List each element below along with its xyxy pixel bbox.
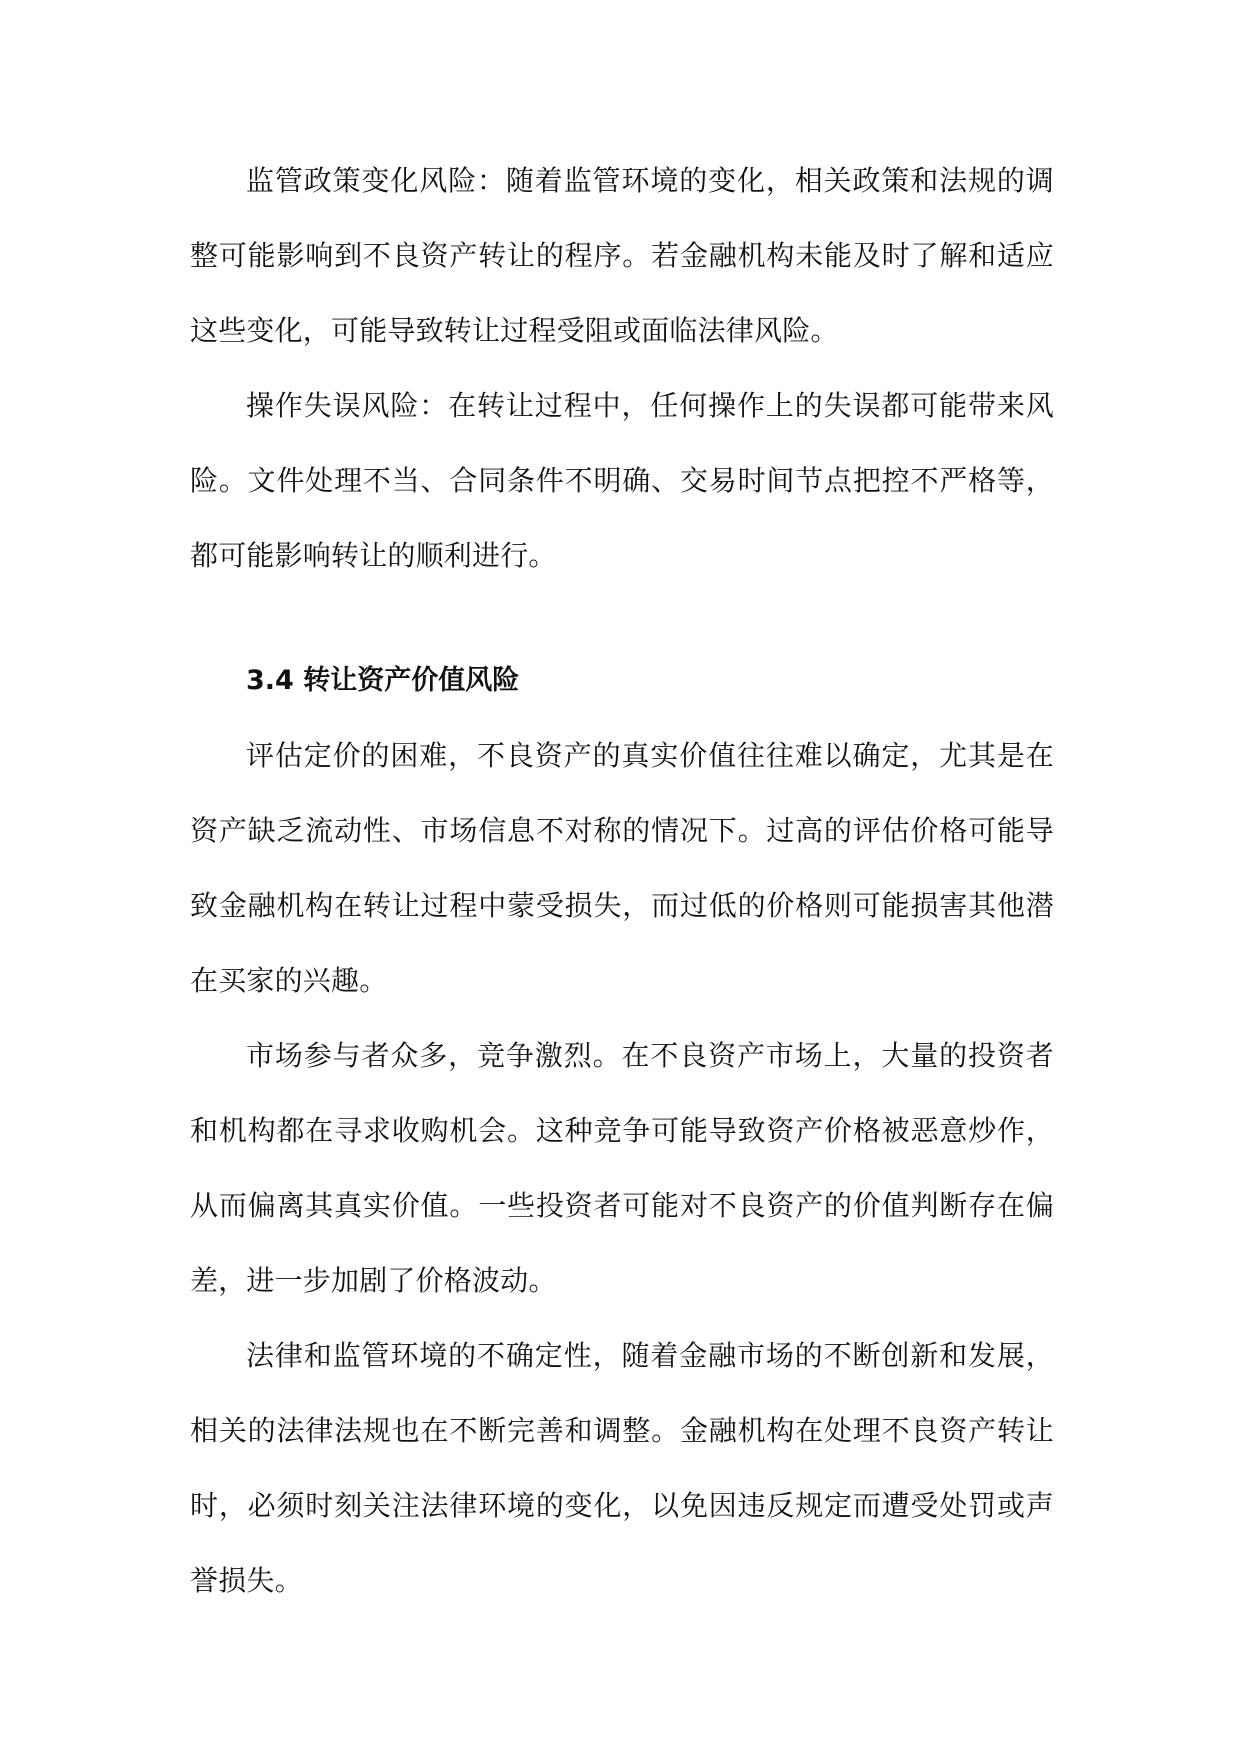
- section-heading: 3.4 转让资产价值风险: [246, 665, 520, 696]
- paragraph-regulatory-policy-risk: 监管政策变化风险：随着监管环境的变化，相关政策和法规的调整可能影响到不良资产转让的程序。若金融机构未能及时了解和适应这些变化，可能导致转让过程受阻或面临法律风险。: [190, 164, 1054, 347]
- paragraph-market-competition: 市场参与者众多，竞争激烈。在不良资产市场上，大量的投资者和机构都在寻求收购机会。这种竞争可能导致资产价格被恶意炒作，从而偏离其真实价值。一些投资者可能对不良资产的价值判断存在偏差，进一步加剧了价格波动。: [190, 1039, 1054, 1297]
- document-body: [190, 143, 1054, 1618]
- paragraph-legal-uncertainty: 法律和监管环境的不确定性，随着金融市场的不断创新和发展，相关的法律法规也在不断完善和调整。金融机构在处理不良资产转让时，必须时刻关注法律环境的变化，以免因违反规定而遭受处罚或声誉损失。: [190, 1339, 1054, 1597]
- paragraph-valuation-difficulty: 评估定价的困难，不良资产的真实价值往往难以确定，尤其是在资产缺乏流动性、市场信息不对称的情况下。过高的评估价格可能导致金融机构在转让过程中蒙受损失，而过低的价格则可能损害其他潜在买家的兴趣。: [190, 739, 1054, 997]
- paragraph-operational-error-risk: 操作失误风险：在转让过程中，任何操作上的失误都可能带来风险。文件处理不当、合同条件不明确、交易时间节点把控不严格等，都可能影响转让的顺利进行。: [190, 389, 1054, 572]
